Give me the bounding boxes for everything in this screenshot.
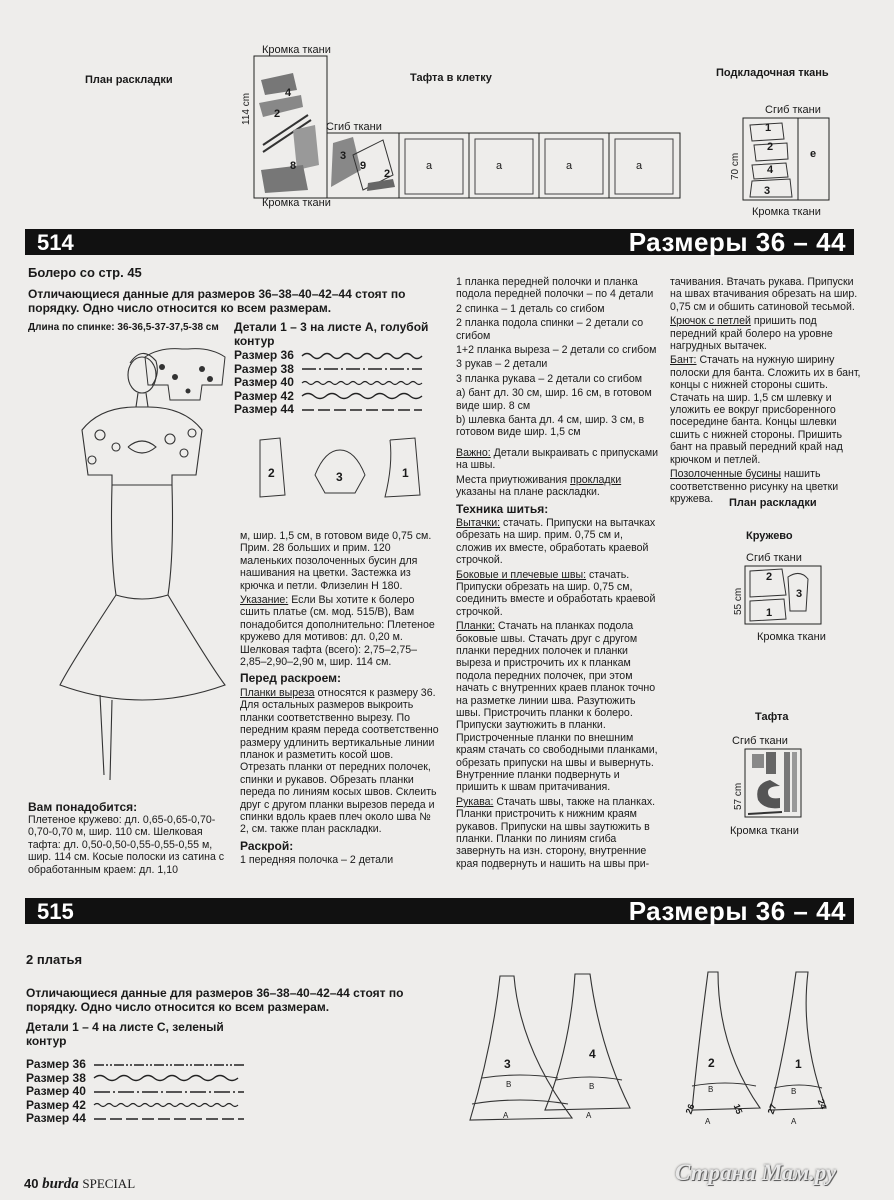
watermark-text: Страна Мам <box>675 1160 809 1185</box>
pattern-pieces-515-icon <box>460 968 850 1133</box>
hook-label: Крючок с петлей <box>670 315 751 328</box>
dress-piece-2: 2 <box>708 1056 715 1070</box>
facings-text: Стачать на планках подола боковые швы. Стачать друг с другом планки передних полочек и планки выреза и пристрочить их к планкам подола передних полочек, при этом начать с внутренних краев планок точно на разметке линии шва. Разутюжить швы. Пристрочить планки к болеро. Припуски заутюжить в планки. Пристроченные планки по внешним краям стачать со свободными планками, обрезать припуски на швы и вывернуть. Внутренние планки подвернуть и пришить к швам притачивания. <box>456 620 658 794</box>
darts-label: Вытачки: <box>456 516 501 529</box>
sizes-title-515: Размеры 36 – 44 <box>628 896 846 926</box>
size-36: Размер 36 <box>234 348 294 362</box>
lace-width: 55 cm <box>733 587 744 615</box>
dress-piece-4: 4 <box>589 1047 596 1061</box>
line-38-icon <box>302 364 422 374</box>
need-title: Вам понадобится: <box>28 800 138 814</box>
lining-selvage-label: Кромка ткани <box>752 206 821 218</box>
bow-text: Стачать на нужную ширину полоски для банта. Сложить их в бант, концы с нижней стороны сшить. Стачать на шир. 1,5 см шлевку и уложить ее вокруг присборенного посередине банта. Концы шлевки сшить с нижней стороны. Пришить бант на правый передний край над крючком и петлей. <box>670 354 861 466</box>
lace-piece-2: 2 <box>766 571 773 583</box>
interfacing-label: прокладки <box>570 473 622 486</box>
line-515-44-icon <box>94 1114 244 1124</box>
lace-fold: Сгиб ткани <box>746 552 802 564</box>
lace-piece-1: 1 <box>766 607 773 619</box>
section-number-515: 515 <box>37 899 74 924</box>
side-seams-label: Боковые и плечевые швы: <box>456 568 587 581</box>
piece-2b: 2 <box>384 168 391 180</box>
lining-piece-2: 2 <box>767 141 774 153</box>
size-42: Размер 42 <box>234 388 294 403</box>
sleeves-text: Стачать швы, также на планках. Планки пристрочить к нижним краям рукавов. Припуски на швы заутюжить в планки. Планки по линиям сгиба завернуть на изн. сторону, внутренние края подвернуть и нашить на швы при- <box>456 795 656 870</box>
watermark-tld: .ру <box>808 1160 837 1185</box>
dress-4-b: B <box>589 1082 595 1091</box>
cut-line-2: 2 спинка – 1 деталь со сгибом <box>456 302 605 315</box>
materials-continued: м, шир. 1,5 см, в готовом виде 0,75 см. Прим. 28 больших и прим. 120 маленьких позолоченных бусин для нашивания на цветки. Застежка из крючка и петли. Флизелин Н 180. <box>240 530 432 592</box>
important-text: Детали выкраивать с припусками на швы. <box>456 446 659 472</box>
before-cut-label: Планки выреза <box>240 686 315 699</box>
taffeta-layout-diagram <box>744 748 804 820</box>
lining-label: Подкладочная ткань <box>716 67 829 79</box>
taffeta-width: 57 cm <box>733 782 744 810</box>
sleeves-continued: тачивания. Втачать рукава. Припуски на швах втачивания обрезать на шир. 0,75 см и обшить сатиновой тесьмой. <box>670 276 858 313</box>
sizes-title: Размеры 36 – 44 <box>628 227 846 257</box>
piece-2: 2 <box>274 108 281 120</box>
line-515-42-icon <box>94 1100 244 1110</box>
cut-line-4: 1+2 планка выреза – 2 детали со сгибом <box>456 344 657 357</box>
lining-fold-label: Сгиб ткани <box>765 104 821 116</box>
facings-label: Планки: <box>456 620 496 633</box>
line-515-38-icon <box>94 1073 244 1083</box>
line-515-36-icon <box>94 1060 244 1070</box>
plan-label: План раскладки <box>85 74 173 86</box>
plan-title-2: План раскладки <box>729 497 817 509</box>
size-44: Размер 44 <box>234 402 294 416</box>
dress-3-b: B <box>506 1080 512 1089</box>
details-515: Детали 1 – 4 на листе С, зеленый контур <box>26 1020 224 1048</box>
lace-title: Кружево <box>746 530 793 542</box>
dim-24: 24 <box>815 1097 829 1111</box>
taffeta-layout-diagram <box>253 55 683 205</box>
dim-27: 27 <box>765 1102 779 1116</box>
important-label: Важно: <box>456 446 491 459</box>
dress-4-a: A <box>586 1111 592 1120</box>
dress-piece-1: 1 <box>795 1057 802 1071</box>
selvage-bottom-label: Кромка ткани <box>262 197 331 209</box>
pattern-label-2: 2 <box>268 466 275 480</box>
fold-label: Сгиб ткани <box>326 121 382 133</box>
darts-text: стачать. Припуски на вытачках обрезать на шир. прим. 0,75 см и, сложив их вместе, обработать краевой строчкой. <box>456 516 656 567</box>
footer <box>24 1176 135 1193</box>
dress-1-a: A <box>791 1117 797 1126</box>
bolero-thumbnail-icon <box>140 345 230 405</box>
cut-text: 1 передняя полочка – 2 детали <box>240 854 394 867</box>
piece-8: 8 <box>290 160 297 172</box>
cut-line-1: 1 планка передней полочки и планка подола передней полочки – по 4 детали <box>456 276 654 301</box>
size-515-40: Размер 40 <box>26 1084 86 1098</box>
cut-line-5: 3 рукав – 2 детали <box>456 358 548 371</box>
beads-text: нашить соответственно рисунку на цветки кружева. <box>670 468 839 505</box>
size-515-38: Размер 38 <box>26 1070 86 1085</box>
column-4-text <box>670 276 862 507</box>
selvage-top-label: Кромка ткани <box>262 44 331 56</box>
dress-1-b: B <box>791 1087 797 1096</box>
model-title: Болеро со стр. 45 <box>28 265 142 280</box>
section-number: 514 <box>37 230 74 255</box>
lace-piece-3: 3 <box>796 588 803 600</box>
before-cut-title: Перед раскроем: <box>240 671 341 686</box>
column-2-text <box>240 530 440 869</box>
technique-title: Техника шитья: <box>456 501 549 516</box>
sleeves-label: Рукава: <box>456 795 494 808</box>
cut-line-6: 3 планка рукава – 2 детали со сгибом <box>456 372 643 385</box>
note-text: Если Вы хотите к болеро сшить платье (см. мод. 515/B), Вам понадобится дополнительно: Плетеное кружево для мотивов: дл. 0,20 м. Шелковая тафта (всего): 2,75–2,75–2,85–2,90–2,90 м, шир. 114 см. <box>240 594 435 669</box>
lace-layout-diagram <box>744 565 824 627</box>
special-label: SPECIAL <box>82 1176 136 1191</box>
piece-a4: a <box>636 160 643 172</box>
pattern-label-3: 3 <box>336 470 343 484</box>
section-515-band <box>25 898 854 924</box>
column-3-text <box>456 276 661 872</box>
dress-2-a: A <box>705 1117 711 1126</box>
lining-piece-4: 4 <box>767 164 774 176</box>
side-seams-text: стачать. Припуски обрезать на шир. 0,75 см, соединить вместе и обработать краевой строчкой. <box>456 568 656 618</box>
taffeta-fold: Сгиб ткани <box>732 735 788 747</box>
cut-line-8: b) шлевка банта дл. 4 см, шир. 3 см, в готовом виде шир. 1,5 см <box>456 414 645 439</box>
section-514-band <box>25 229 854 255</box>
size-515-36: Размер 36 <box>26 1057 86 1071</box>
size-38: Размер 38 <box>234 361 294 376</box>
lace-selvage: Кромка ткани <box>757 631 826 643</box>
brand-logo: burda <box>42 1176 79 1192</box>
lining-piece-3: 3 <box>764 185 771 197</box>
lining-piece-e: e <box>810 148 817 160</box>
line-40-icon <box>302 378 422 388</box>
size-legend <box>234 349 422 417</box>
intro-515: Отличающиеся данные для размеров 36–38–40–42–44 стоят по порядку. Одно число относится ко всем размерам. <box>26 986 404 1014</box>
note-label: Указание: <box>240 594 289 607</box>
piece-a2: a <box>496 160 503 172</box>
piece-9: 9 <box>360 160 367 172</box>
piece-3: 3 <box>340 150 347 162</box>
cut-line-7: a) бант дл. 30 см, шир. 16 см, в готовом виде шир. 8 см <box>456 387 652 412</box>
width-114-label: 114 cm <box>241 92 252 125</box>
interfacing-text-2: указаны на плане раскладки. <box>456 486 600 499</box>
lining-layout-diagram <box>742 117 832 207</box>
taffeta-selvage: Кромка ткани <box>730 825 799 837</box>
intro-text: Отличающиеся данные для размеров 36–38–40–42–44 стоят по порядку. Одно число относится ко всем размерам. <box>28 287 406 315</box>
before-cut-text: относятся к размеру 36. Для остальных размеров выкроить планки соответственно вырезу. По передним краям переда соответственно размеру удлинить вертикальные линии планок и разметить косой шов. Отрезать планки от передних полочек, спинки и рукавов. Обрезать планки переда по линиям косых швов. Склеить друг с другом планки вырезов переда и спинки вдоль краев плеч около шва № 2, см. также план раскладки. <box>240 686 439 836</box>
taffeta-check-label: Тафта в клетку <box>410 72 492 84</box>
dim-15: 15 <box>731 1102 745 1116</box>
line-515-40-icon <box>94 1087 244 1097</box>
line-42-icon <box>302 391 422 401</box>
need-text: Плетеное кружево: дл. 0,65-0,65-0,70-0,70-0,70 м, шир. 110 см. Шелковая тафта: дл. 0,50-0,50-0,55-0,55-0,55 м, шир. 114 см. Косые полоски из сатина с обработанным краем: дл. 1,10 <box>28 814 225 876</box>
interfacing-text-1: Места приутюживания <box>456 473 571 486</box>
line-44-icon <box>302 405 422 415</box>
size-40: Размер 40 <box>234 375 294 389</box>
hook-text: пришить под передний край болеро на уровне нагрудных вытачек. <box>670 315 833 353</box>
page-number: 40 <box>24 1176 39 1191</box>
piece-4: 4 <box>285 87 292 99</box>
lining-piece-1: 1 <box>765 122 772 134</box>
beads-label: Позолоченные бусины <box>670 468 781 481</box>
back-length: Длина по спинке: 36-36,5-37-37,5-38 см <box>28 322 219 333</box>
lining-width-label: 70 cm <box>730 152 741 180</box>
watermark <box>675 1160 836 1186</box>
line-36-icon <box>302 351 422 361</box>
dress-3-a: A <box>503 1111 509 1120</box>
pattern-label-1: 1 <box>402 466 409 480</box>
cut-line-3: 2 планка подола спинки – 2 детали со сгибом <box>456 317 644 342</box>
dim-26: 26 <box>683 1102 697 1116</box>
model-515-title: 2 платья <box>26 952 83 967</box>
size-legend-515 <box>26 1058 244 1126</box>
details-title: Детали 1 – 3 на листе А, голубой контур <box>234 320 429 348</box>
dress-2-b: B <box>708 1085 714 1094</box>
piece-a1: a <box>426 160 433 172</box>
bow-label: Бант: <box>670 354 697 367</box>
cut-title: Раскрой: <box>240 838 294 853</box>
taffeta-title: Тафта <box>755 711 789 723</box>
size-515-44: Размер 44 <box>26 1111 86 1125</box>
dress-piece-3: 3 <box>504 1057 511 1071</box>
size-515-42: Размер 42 <box>26 1097 86 1112</box>
piece-a3: a <box>566 160 573 172</box>
